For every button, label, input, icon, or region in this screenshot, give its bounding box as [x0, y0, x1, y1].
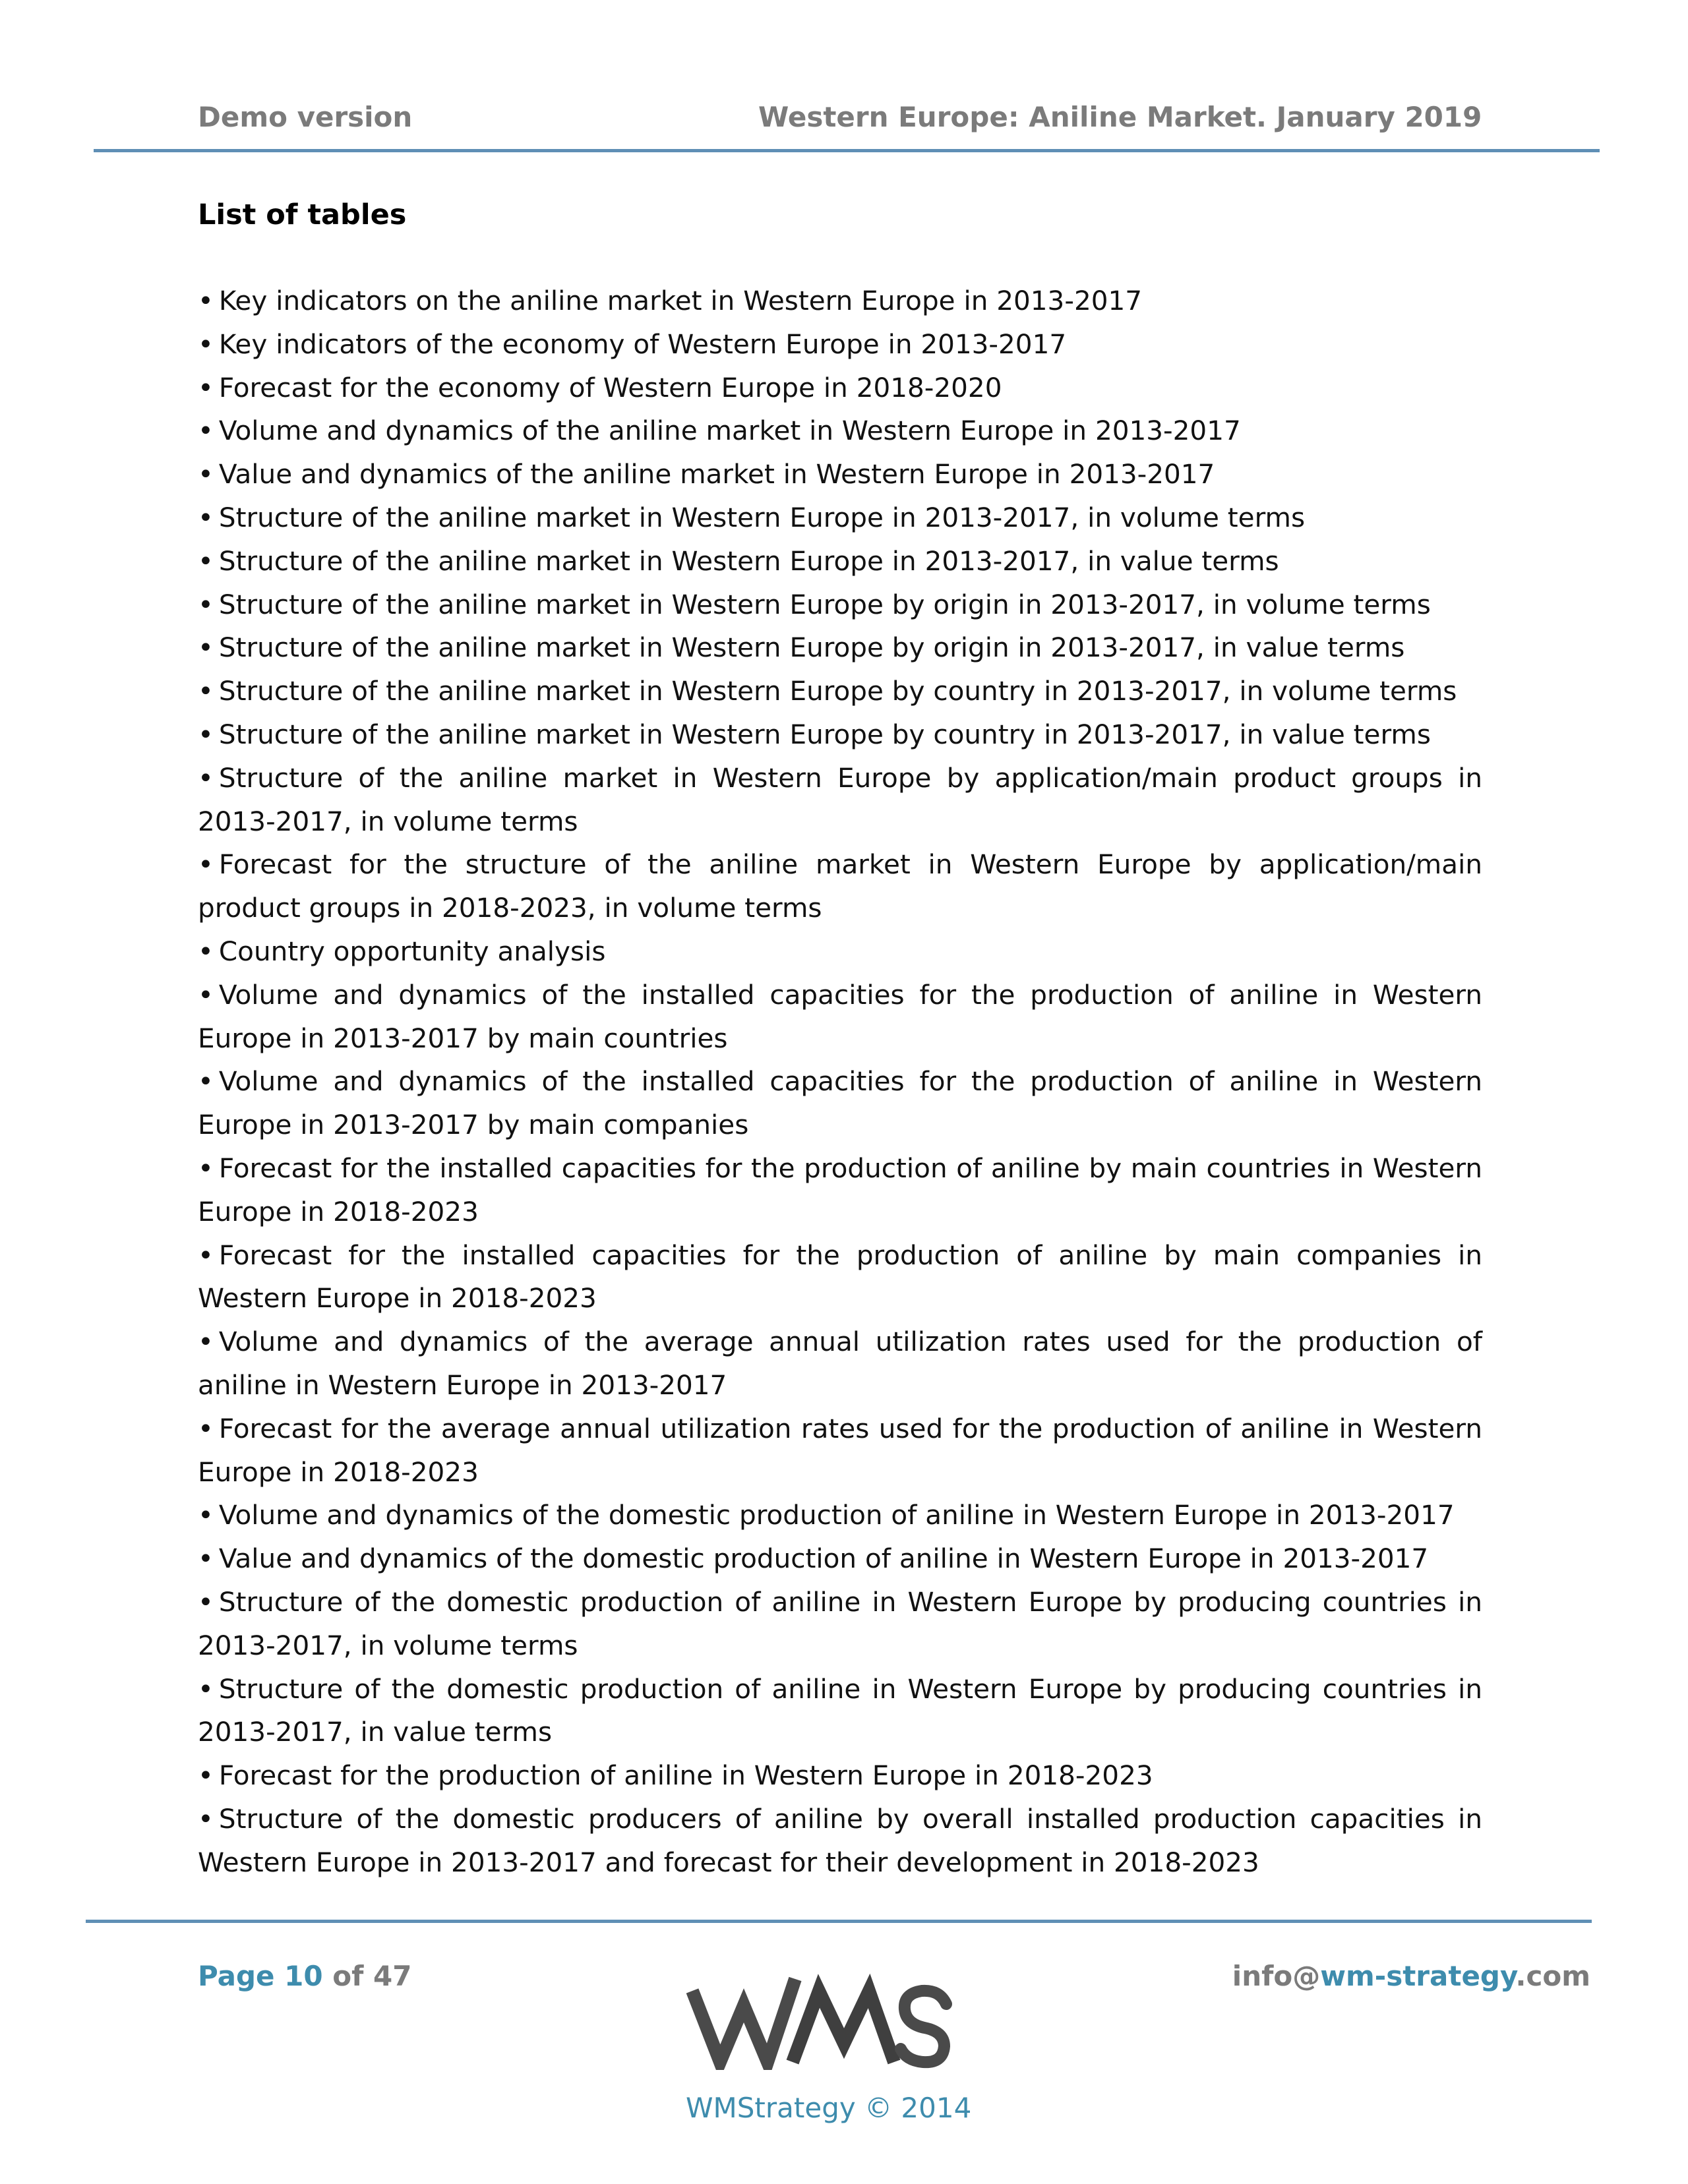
- list-item: [198, 713, 1482, 757]
- bullet-icon: •: [198, 848, 214, 881]
- list-item-text: Volume and dynamics of the installed capacities for the production of aniline in Western Europe in 2013-2017 by main companies: [198, 1065, 1482, 1141]
- list-item-text: Forecast for the structure of the aniline market in Western Europe by application/main product groups in 2018-2023, in volume terms: [198, 848, 1482, 924]
- bullet-icon: •: [198, 675, 214, 707]
- header-divider: [94, 149, 1600, 152]
- list-item: [198, 280, 1482, 323]
- list-item-text: Volume and dynamics of the aniline market in Western Europe in 2013-2017: [218, 415, 1241, 447]
- list-item-text: Forecast for the production of aniline in Western Europe in 2018-2023: [218, 1759, 1153, 1792]
- bullet-icon: •: [198, 285, 214, 316]
- list-item: [198, 1234, 1482, 1321]
- list-item-text: Structure of the aniline market in Western Europe by country in 2013-2017, in volume terms: [218, 675, 1457, 707]
- page-label: Page: [198, 1960, 275, 1992]
- list-item-text: Country opportunity analysis: [218, 935, 606, 967]
- wms-logo: [679, 1971, 956, 2070]
- bullet-icon: •: [198, 1585, 214, 1618]
- logo-s-shape: [901, 1991, 946, 2062]
- list-item: [198, 540, 1482, 583]
- bullet-icon: •: [198, 1412, 214, 1444]
- bullet-icon: •: [198, 458, 214, 490]
- bullet-icon: •: [198, 761, 214, 794]
- header-report-title: Western Europe: Aniline Market. January 2019: [758, 101, 1482, 133]
- bullet-icon: •: [198, 1152, 214, 1184]
- bullet-icon: •: [198, 1326, 214, 1358]
- bullet-icon: •: [198, 718, 214, 750]
- bullet-icon: •: [198, 1065, 214, 1098]
- list-item-text: Volume and dynamics of the installed capacities for the production of aniline in Western Europe in 2013-2017 by main countries: [198, 978, 1482, 1054]
- footer-divider: [86, 1920, 1592, 1923]
- list-of-tables: [198, 280, 1482, 1884]
- list-item: [198, 583, 1482, 627]
- page-total: 47: [373, 1960, 412, 1992]
- bullet-icon: •: [198, 545, 214, 577]
- list-item: [198, 1494, 1482, 1537]
- logo-w-shape: [692, 1979, 795, 2062]
- bullet-icon: •: [198, 371, 214, 403]
- bullet-icon: •: [198, 1802, 214, 1835]
- list-item: [198, 757, 1482, 844]
- list-item: [198, 930, 1482, 974]
- list-item: [198, 1754, 1482, 1798]
- bullet-icon: •: [198, 1239, 214, 1271]
- list-item-text: Key indicators of the economy of Western Europe in 2013-2017: [218, 328, 1067, 360]
- list-item-text: Forecast for the economy of Western Europe in 2018-2020: [218, 371, 1002, 403]
- bullet-icon: •: [198, 415, 214, 447]
- page-of: of: [332, 1960, 364, 1992]
- list-item-text: Structure of the domestic producers of aniline by overall installed production capacities in Western Europe in 2013-2017 and forecast for their development in 2018-2023: [198, 1802, 1482, 1878]
- list-item-text: Forecast for the installed capacities for the production of aniline by main countries in Western Europe in 2018-2023: [198, 1152, 1482, 1227]
- section-title: List of tables: [198, 198, 407, 231]
- list-item: [198, 409, 1482, 453]
- list-item-text: Structure of the aniline market in Western Europe by origin in 2013-2017, in volume terms: [218, 588, 1431, 620]
- email-domain: wm-strategy: [1320, 1960, 1516, 1992]
- list-item-text: Forecast for the installed capacities for the production of aniline by main companies in Western Europe in 2018-2023: [198, 1239, 1482, 1314]
- list-item: [198, 843, 1482, 930]
- logo-caption: WMStrategy © 2014: [686, 2092, 972, 2124]
- bullet-icon: •: [198, 978, 214, 1011]
- email-user: info@: [1232, 1960, 1321, 1992]
- list-item-text: Forecast for the average annual utilization rates used for the production of aniline in Western Europe in 2018-2023: [198, 1412, 1482, 1488]
- contact-email[interactable]: [1232, 1957, 1590, 1996]
- list-item: [198, 974, 1482, 1061]
- list-item: [198, 626, 1482, 670]
- list-item: [198, 1407, 1482, 1494]
- list-item: [198, 670, 1482, 713]
- header-demo-label: Demo version: [198, 101, 413, 133]
- list-item: [198, 1060, 1482, 1147]
- bullet-icon: •: [198, 1759, 214, 1792]
- list-item-text: Volume and dynamics of the average annual utilization rates used for the production of aniline in Western Europe in 2013-2017: [198, 1326, 1482, 1401]
- list-item-text: Structure of the aniline market in Western Europe by origin in 2013-2017, in value terms: [218, 632, 1405, 664]
- bullet-icon: •: [198, 501, 214, 533]
- list-item-text: Value and dynamics of the domestic production of aniline in Western Europe in 2013-2017: [218, 1543, 1429, 1575]
- list-item: [198, 453, 1482, 496]
- page-number: [198, 1957, 411, 1996]
- logo-m-shape: [793, 1991, 894, 2062]
- list-item: [198, 1798, 1482, 1885]
- list-item-text: Structure of the domestic production of aniline in Western Europe by producing countries in 2013-2017, in value terms: [198, 1672, 1482, 1748]
- bullet-icon: •: [198, 632, 214, 664]
- bullet-icon: •: [198, 588, 214, 620]
- email-tld: .com: [1515, 1960, 1590, 1992]
- list-item-text: Structure of the aniline market in Western Europe in 2013-2017, in value terms: [218, 545, 1279, 577]
- list-item: [198, 367, 1482, 410]
- bullet-icon: •: [198, 1499, 214, 1531]
- bullet-icon: •: [198, 328, 214, 360]
- list-item-text: Structure of the aniline market in Western Europe in 2013-2017, in volume terms: [218, 501, 1306, 533]
- list-item-text: Key indicators on the aniline market in Western Europe in 2013-2017: [218, 285, 1143, 316]
- list-item-text: Value and dynamics of the aniline market in Western Europe in 2013-2017: [218, 458, 1215, 490]
- list-item-text: Structure of the aniline market in Western Europe by application/main product groups in 2013-2017, in volume terms: [198, 761, 1482, 837]
- bullet-icon: •: [198, 1672, 214, 1705]
- list-item: [198, 1320, 1482, 1407]
- list-item: [198, 496, 1482, 540]
- bullet-icon: •: [198, 935, 214, 967]
- page-current: 10: [284, 1960, 323, 1992]
- list-item-text: Structure of the aniline market in Western Europe by country in 2013-2017, in value terms: [218, 718, 1431, 750]
- bullet-icon: •: [198, 1543, 214, 1575]
- list-item: [198, 1668, 1482, 1755]
- list-item-text: Volume and dynamics of the domestic production of aniline in Western Europe in 2013-2017: [218, 1499, 1455, 1531]
- list-item: [198, 1147, 1482, 1234]
- list-item: [198, 1581, 1482, 1668]
- list-item-text: Structure of the domestic production of aniline in Western Europe by producing countries in 2013-2017, in volume terms: [198, 1585, 1482, 1661]
- list-item: [198, 1537, 1482, 1581]
- list-item: [198, 323, 1482, 367]
